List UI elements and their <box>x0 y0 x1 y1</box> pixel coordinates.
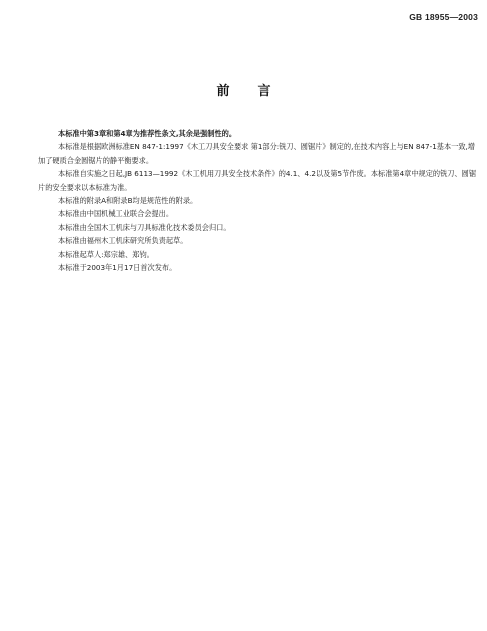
paragraph-proposed-by: 本标准由中国机械工业联合会提出。 <box>58 209 174 219</box>
paragraph-administered-by: 本标准由全国木工机床与刀具标准化技术委员会归口。 <box>58 222 231 232</box>
paragraph-basis: 本标准是根据欧洲标准EN 847-1:1997《木工刀具安全要求 第1部分:铣刀、圆锯片》制定的,在技术内容上与EN 847-1基本一致,增加了硬质合金圆锯片的静平衡要求。 <box>38 142 475 165</box>
paragraph-first-issue: 本标准于2003年1月17日首次发布。 <box>58 263 177 273</box>
paragraph-supersedes: 本标准自实施之日起,JB 6113—1992《木工机用刀具安全技术条件》的4.1、4.2以及第5节作废。本标准第4章中规定的铣刀、圆锯片的安全要求以本标准为准。 <box>38 169 477 192</box>
page-title: 前言 <box>216 84 299 99</box>
paragraph-drafted-by: 本标准由福州木工机床研究所负责起草。 <box>58 236 188 246</box>
paragraph-drafters: 本标准起草人:郑宗雄、郑钧。 <box>58 249 154 259</box>
standard-number: GB 18955—2003 <box>409 12 478 22</box>
paragraph-scope: 本标准中第3章和第4章为推荐性条文,其余是强制性的。 <box>58 129 237 138</box>
document-body <box>38 127 482 274</box>
paragraph-annexes: 本标准的附录A和附录B均是规范性的附录。 <box>58 196 198 206</box>
